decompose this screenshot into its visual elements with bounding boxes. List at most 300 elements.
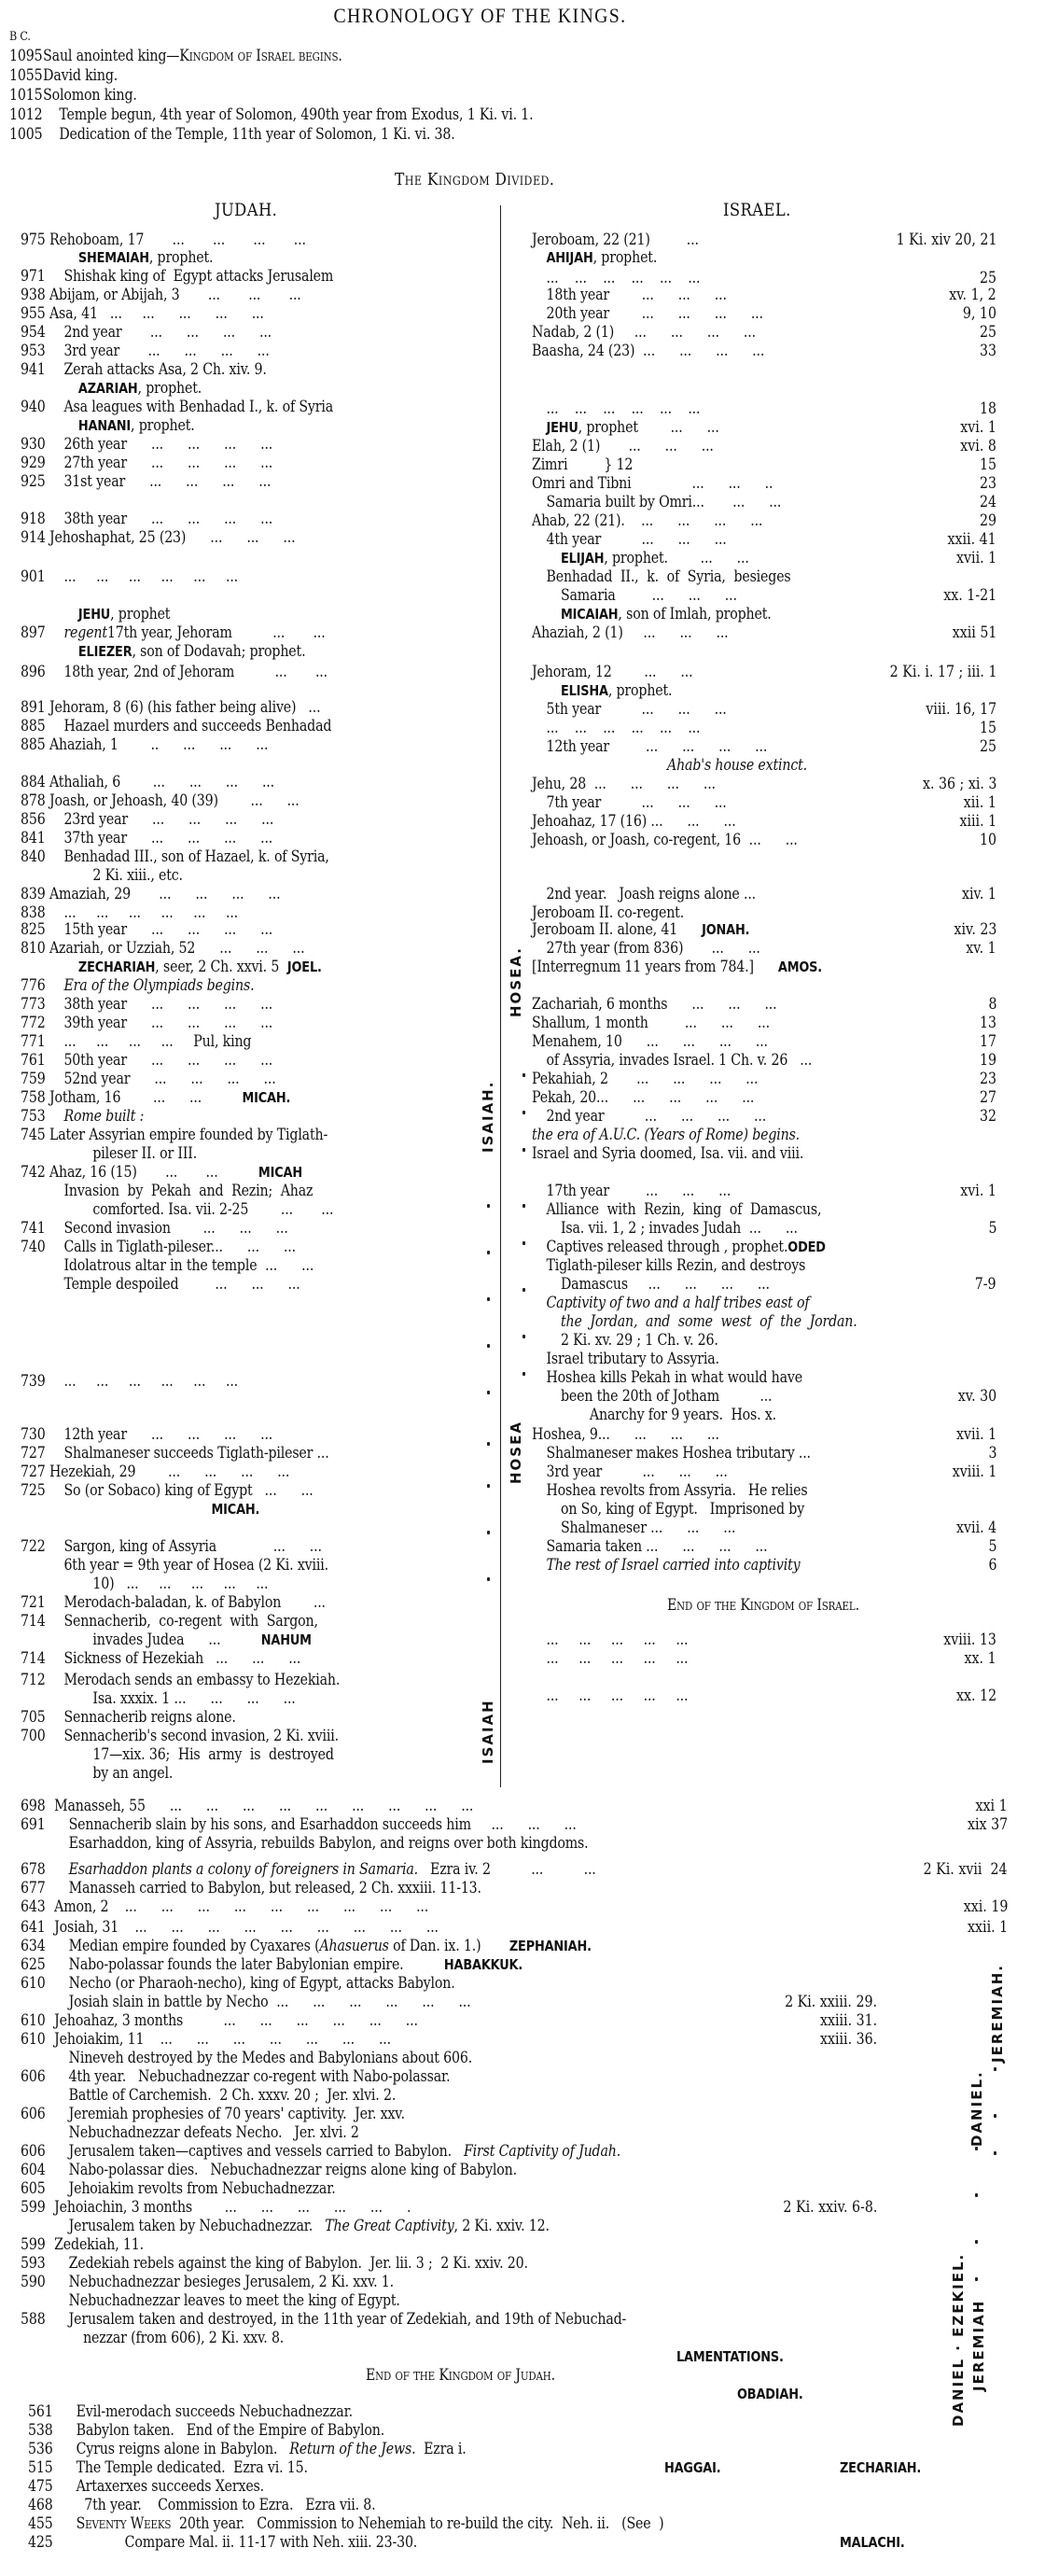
scripture-reference: xviii. 1 [952,1463,996,1480]
row-text: Joash, or Jehoash, 40 (39) ... ... [49,791,300,809]
chronology-row [21,1860,596,1879]
chronology-row [9,125,455,144]
year-label: 606 [21,2105,46,2122]
row-text: Jeremiah prophesies of 70 years' captivity. Jer. xxv. [68,2105,405,2122]
row-text: , prophet. ... ... [604,549,749,567]
chronology-row [21,976,254,995]
row-text: Jerusalem taken and destroyed, in the 11th year of Zedekiah, and 19th of Nebuchad- [68,2310,627,2328]
judah-header: JUDAH. [215,200,278,220]
chronology-row [21,1937,592,1955]
margin-dot [487,1251,490,1254]
scripture-reference: 2 Ki. xxiv. 6-8. [783,2198,877,2216]
row-text: Nadab, 2 (1) ... ... ... ... [532,323,756,341]
row-text: nezzar (from 606), 2 Ki. xxv. 8. [83,2329,285,2346]
row-text: Jehoram, 8 (6) (his father being alive) ... [49,698,321,716]
chronology-row [21,1425,272,1444]
year-label: 590 [21,2273,46,2290]
chronology-row [21,1575,268,1593]
row-text: ... ... ... ... ... [546,1649,689,1667]
chronology-row [21,1689,296,1708]
row-text: comforted. Isa. vii. 2-25 ... ... [92,1200,334,1218]
row-text: Sennacherib slain by his sons, and Esarhaddon succeeds him ... ... ... [68,1815,577,1833]
year-label: 930 [21,435,46,453]
chronology-row [28,2514,664,2533]
scripture-reference: 24 [979,493,996,511]
chronology-row [21,995,272,1014]
prophet-name: ELISHA [560,682,608,699]
row-text: Pekahiah, 2 ... ... ... ... [532,1070,759,1087]
row-text: 37th year ... ... ... ... [63,829,273,847]
row-text: Amaziah, 29 ... ... ... ... [49,885,281,903]
chronology-row [532,995,776,1014]
row-text: of Dan. ix. 1.) [388,1937,509,1954]
chronology-row [21,1918,439,1937]
scripture-reference: xx. 1 [964,1649,996,1667]
chronology-row [21,2030,391,2049]
prophet-name: ZEPHANIAH. [509,1938,592,1954]
margin-dot [522,1073,525,1077]
scripture-reference: xv. 1 [966,939,996,957]
row-text: Nebuchadnezzar besieges Jerusalem, 2 Ki. xxv. 1. [68,2273,394,2290]
chronology-row [532,831,798,849]
year-label: 776 [21,976,46,994]
scripture-reference: xx. 12 [955,1687,996,1704]
chronology-row [28,2496,375,2514]
chronology-row [21,1051,272,1070]
chronology-row [21,791,300,810]
margin-dot [522,1241,525,1245]
chronology-row [21,698,320,717]
chronology-row [532,493,781,511]
row-text: Later Assyrian empire founded by Tiglath- [49,1126,328,1143]
row-text: been the 20th of Jotham ... [560,1387,773,1405]
margin-dot [522,1148,525,1152]
chronology-row [532,1051,812,1070]
prophet-name: MICAH [258,1164,302,1181]
row-text: The Temple dedicated. Ezra vi. 15. [76,2458,308,2476]
chronology-row [21,2235,144,2254]
scripture-reference: xxiii. 36. [819,2030,877,2048]
chronology-row [21,866,183,885]
chronology-row [21,1955,522,1974]
year-label: 761 [21,1051,46,1069]
row-text: Jehu, 28 ... ... ... ... [532,775,716,792]
chronology-row [21,1797,473,1815]
year-label: 722 [21,1537,46,1555]
row-text: Nebuchadnezzar defeats Necho. Jer. xlvi. 2 [68,2123,359,2141]
row-text: 23rd year ... ... ... ... [63,810,274,828]
row-text: 26th year ... ... ... ... [63,435,273,453]
row-text: Samaria taken ... ... ... ... [546,1537,768,1555]
margin-dot [522,1372,525,1376]
scripture-reference: xix 37 [967,1815,1008,1833]
row-text: Merodach-baladan, k. of Babylon ... [63,1593,326,1611]
zechariah-label: ZECHARIAH. [840,2459,922,2476]
lamentations-label: LAMENTATIONS. [676,2348,784,2365]
row-text: , prophet. [592,248,658,266]
chronology-row [532,1312,857,1331]
row-text: Zerah attacks Asa, 2 Ch. xiv. 9. [63,360,267,378]
year-label: 691 [21,1815,46,1833]
year-label: 721 [21,1593,46,1611]
row-text: 27th year (from 836) ... ... [546,939,760,957]
column-divider [500,205,501,1787]
chronology-row [21,623,326,642]
scripture-reference: 15 [979,719,996,736]
italic-note: the era of A.U.C. (Years of Rome) begins. [532,1126,801,1143]
row-text: 52nd year ... ... ... ... [63,1070,276,1087]
year-label: 1012 [9,105,43,123]
year-label: 955 [21,304,46,322]
row-text: Isa. vii. 1, 2 ; invades Judah ... ... [560,1219,798,1237]
chronology-row [21,2142,620,2161]
chronology-row [21,1815,577,1834]
year-label: 641 [21,1918,46,1936]
chronology-row [21,810,273,829]
chronology-row [21,1163,302,1182]
jeremiah-vertical-label: JEREMIAH. [989,1964,1006,2063]
scripture-reference: 10 [979,831,996,848]
row-text: Solomon king. [43,86,137,104]
row-text: Artaxerxes succeeds Xerxes. [76,2477,265,2495]
row-text: 38th year ... ... ... ... [63,995,273,1013]
scripture-reference: 5 [987,1537,996,1555]
row-text: , prophet [110,605,171,623]
year-label: 975 [21,231,46,248]
row-text: [Interregnum 11 years from 784.] [532,958,778,975]
year-label: 725 [21,1481,46,1499]
hosea-vertical-label-2: HOSEA [508,1421,524,1484]
row-text: Israel and Syria doomed, Isa. vii. and viii. [532,1144,804,1162]
row-text: by an angel. [92,1764,174,1782]
chronology-row [21,248,213,267]
chronology-row [21,510,272,528]
chronology-row [532,958,822,976]
chronology-row [21,1593,326,1612]
year-label: 468 [28,2496,53,2513]
row-text: Esarhaddon, king of Assyria, rebuilds Babylon, and reigns over both kingdoms. [68,1834,589,1852]
chronology-row [532,1406,776,1424]
scripture-reference: 2 Ki. xxiii. 29. [785,1993,877,2010]
scripture-reference: 25 [979,323,996,341]
scripture-reference: x. 36 ; xi. 3 [922,775,996,792]
year-label: 599 [21,2235,46,2253]
chronology-row [21,1897,428,1916]
year-label: 1055 [9,66,43,84]
row-text: ... ... ... ... ... ... [63,1372,239,1390]
year-label: 938 [21,286,46,303]
year-label: 773 [21,995,46,1013]
year-label: 810 [21,939,46,957]
row-text: Zedekiah, 11. [54,2235,144,2253]
scripture-reference: 23 [979,1070,996,1087]
margin-dot [487,1577,490,1581]
row-text: , prophet. [723,1238,788,1255]
row-text: Jerusalem taken—captives and vessels carried to Babylon. [68,2142,464,2160]
chronology-row [21,1238,296,1256]
chronology-row [532,1500,804,1519]
chronology-row [21,1182,313,1200]
row-text: Hoshea kills Pekah in what would have [546,1368,802,1386]
daniel-vertical-label: DANIEL. [968,2070,985,2147]
row-text: Jehoahaz, 3 months ... ... ... ... ... ... [54,2011,418,2029]
year-label: 841 [21,829,46,847]
year-label: 897 [21,623,46,641]
chronology-row [532,1687,688,1705]
year-label: 625 [21,1955,46,1973]
year-label: 714 [21,1612,46,1630]
row-text: 18th year, 2nd of Jehoram ... ... [63,663,327,680]
year-label: 727 [21,1463,46,1480]
row-text: Jehoiakim, 11 ... ... ... ... ... ... ... [54,2030,391,2048]
chronology-row [28,2477,264,2496]
row-text: pileser II. or III. [92,1144,198,1162]
row-text: Zimri [532,455,568,473]
row-text: ... ... ... ... ... ... [63,903,239,921]
chronology-row [532,775,716,793]
scripture-reference: 25 [979,737,996,755]
row-text: 5th year ... ... ... [546,700,727,718]
year-label: 741 [21,1219,46,1237]
chronology-row [21,1879,481,1897]
chronology-row [21,2067,450,2086]
chronology-row [21,1649,300,1668]
chronology-row [21,1126,327,1144]
year-label: 742 [21,1163,46,1181]
margin-dot [487,1484,490,1488]
scripture-reference: 29 [979,511,996,529]
margin-dot [487,1344,490,1348]
row-text: 7th year ... ... ... [546,793,727,811]
year-label: 677 [21,1879,46,1897]
chronology-row [21,528,295,547]
chronology-row [532,323,756,342]
chronology-row [21,773,274,791]
row-text: ... ... ... ... ... ... [63,567,239,585]
chronology-row [532,1032,768,1051]
chronology-row [9,66,118,85]
row-text: 17th year ... ... ... [546,1182,732,1199]
page-title: CHRONOLOGY OF THE KINGS. [333,4,627,27]
chronology-row [21,717,331,735]
scripture-reference: 15 [979,455,996,473]
chronology-row [532,1481,808,1500]
row-text: on So, king of Egypt. Imprisoned by [560,1500,805,1518]
chronology-row [21,1256,314,1275]
chronology-row [532,1350,719,1368]
row-text: Nabo-polassar founds the later Babylonian empire. [68,1955,444,1973]
chronology-row [21,1200,333,1219]
chronology-row [21,1444,329,1463]
year-label: 727 [21,1444,46,1462]
row-text: Menahem, 10 ... ... ... ... [532,1032,768,1050]
scripture-reference: xvii. 1 [955,549,996,567]
scripture-reference: viii. 16, 17 [926,700,996,718]
scripture-reference: 13 [979,1014,996,1031]
scripture-reference: xxii. 1 [967,1918,1008,1936]
row-text: Amon, 2 ... ... ... ... ... ... ... ... ... [54,1897,429,1915]
chronology-row [21,435,272,454]
year-label: 604 [21,2161,46,2178]
italic-note: Esarhaddon plants a colony of foreigners in Samaria. [68,1860,419,1878]
row-text: Jehoiakim revolts from Nebuchadnezzar. [68,2179,336,2197]
row-text: Cyrus reigns alone in Babylon. [76,2440,290,2457]
row-text: Ahaziah, 1 .. ... ... ... [49,735,269,753]
margin-dot [975,2240,978,2244]
chronology-row [21,2291,400,2310]
row-text: Necho (or Pharaoh-necho), king of Egypt, attacks Babylon. [68,1974,455,1992]
chronology-row [532,1182,731,1200]
scripture-reference: xvi. 1 [960,1182,996,1199]
chronology-row [532,1425,719,1444]
year-label: 740 [21,1238,46,1255]
chronology-row [532,1200,821,1219]
chronology-row [21,304,264,323]
year-label: 588 [21,2310,46,2328]
year-label: 885 [21,735,46,753]
scripture-reference: 32 [979,1107,996,1125]
italic-note: First Captivity of Judah. [463,2142,621,2160]
row-text: 2nd year ... ... ... ... [63,323,272,341]
row-text: 2 Ki. xiii., etc. [92,866,183,884]
row-text: 10) ... ... ... ... ... [92,1575,269,1592]
italic-note: Ahab's house extinct. [667,756,807,774]
margin-dot [522,1335,525,1338]
row-text: Shallum, 1 month ... ... ... [532,1014,770,1031]
chronology-row [532,737,767,756]
prophet-name: AMOS. [777,959,823,975]
year-label: 745 [21,1126,46,1143]
chronology-row [532,286,727,304]
chronology-row [21,379,202,398]
margin-dot [487,1442,490,1446]
prophet-name: AZARIAH [77,380,138,397]
chronology-row [21,1708,236,1727]
jeremiah-vertical-label-2: JEREMIAH [970,2299,987,2391]
small-caps-note: Kingdom of Israel begins. [179,47,342,64]
isaiah-vertical-label: ISAIAH. [480,1080,496,1153]
prophet-name: NAHUM [260,1631,312,1648]
prophet-name: JOEL. [286,959,322,975]
row-text: Sennacherib, co-regent with Sargon, [63,1612,318,1630]
small-caps-note: End of the Kingdom of Israel. [667,1596,859,1614]
chronology-row [532,1294,809,1312]
chronology-row [21,1612,318,1631]
chronology-row [28,2440,467,2458]
chronology-row [532,1256,805,1275]
chronology-row [532,1275,770,1294]
chronology-row [532,342,764,360]
chronology-row [532,719,700,737]
year-label: 941 [21,360,46,378]
row-text: 12th year ... ... ... ... [546,737,768,755]
year-label: 940 [21,398,46,415]
row-text: Sennacherib reigns alone. [63,1708,236,1726]
chronology-row [21,1745,334,1764]
row-text: 31st year ... ... ... ... [63,472,272,490]
row-text: ... ... [236,623,326,641]
row-text: Hazael murders and succeeds Benhadad [63,717,332,735]
row-text: Zachariah, 6 months ... ... ... [532,995,777,1013]
chronology-row [28,2421,384,2440]
row-text: Asa, 41 ... ... ... ... ... [49,304,264,322]
chronology-row [532,567,791,586]
row-text: Jehoshaphat, 25 (23) ... ... ... [49,528,296,546]
row-text: Median empire founded by Cyaxares ( [68,1937,320,1954]
italic-note: the Jordan, and some west of the Jordan. [560,1312,857,1330]
malachi-label: MALACHI. [840,2534,905,2551]
row-text: Hoshea revolts from Assyria. He relies [546,1481,808,1499]
margin-dot [975,2277,978,2281]
chronology-row [532,1014,770,1032]
chronology-row [21,454,272,472]
row-text: 18th year ... ... ... [546,286,727,303]
chronology-row [21,286,301,304]
chronology-row [532,455,633,474]
margin-dot [994,2114,996,2118]
row-text: 17th year, Jehoram [106,623,237,641]
margin-dot [975,2193,978,2197]
margin-dot [487,1391,490,1394]
chronology-row [21,2217,550,2235]
scripture-reference: xxi. 19 [963,1897,1008,1915]
row-text: Samaria built by Omri... ... ... [546,493,782,511]
scripture-reference: 8 [987,995,996,1013]
italic-note: Captivity of two and a half tribes east of [546,1294,810,1311]
year-label: 538 [28,2421,53,2439]
scripture-reference: 6 [987,1556,996,1574]
row-text: Ahab, 22 (21). ... ... ... ... [532,511,763,529]
year-label: 599 [21,2198,46,2216]
chronology-row [532,1331,718,1350]
margin-dot [522,1288,525,1292]
chronology-row [21,2273,394,2291]
scripture-reference: xv. 1, 2 [949,286,996,303]
chronology-row [21,2179,336,2198]
scripture-reference: 5 [987,1219,996,1237]
chronology-row [532,511,762,530]
year-label: 954 [21,323,46,341]
row-text: Jeroboam II. alone, 41 [532,920,703,938]
chronology-row [532,681,672,700]
row-text: Captives released through [546,1238,724,1255]
year-label: 758 [21,1088,46,1106]
scripture-reference: xiv. 1 [962,885,996,903]
row-text: 7th year. Commission to Ezra. Ezra vii. 8. [76,2496,376,2513]
row-text: Shishak king of Egypt attacks Jerusalem [63,267,334,285]
chronology-row [21,1974,455,1993]
chronology-row [21,567,238,586]
prophet-name: ELIJAH [560,550,605,567]
chronology-row [21,1107,144,1126]
chronology-row [21,2105,405,2123]
chronology-row [21,1556,328,1575]
row-text: 27th year ... ... ... ... [63,454,273,471]
year-label: 425 [28,2533,53,2551]
row-text: Jeroboam II. co-regent. [532,903,685,921]
chronology-row [532,920,749,939]
scripture-reference: xxii 51 [952,623,996,641]
chronology-row [532,1444,811,1463]
bc-label: B C. [9,30,31,44]
row-text: ... ... ... ... ... [546,1687,689,1704]
year-label: 700 [21,1727,46,1744]
chronology-row [21,903,238,922]
chronology-row [532,939,760,958]
chronology-row [21,1500,259,1519]
chronology-row [532,812,736,831]
chronology-row [21,1993,470,2011]
